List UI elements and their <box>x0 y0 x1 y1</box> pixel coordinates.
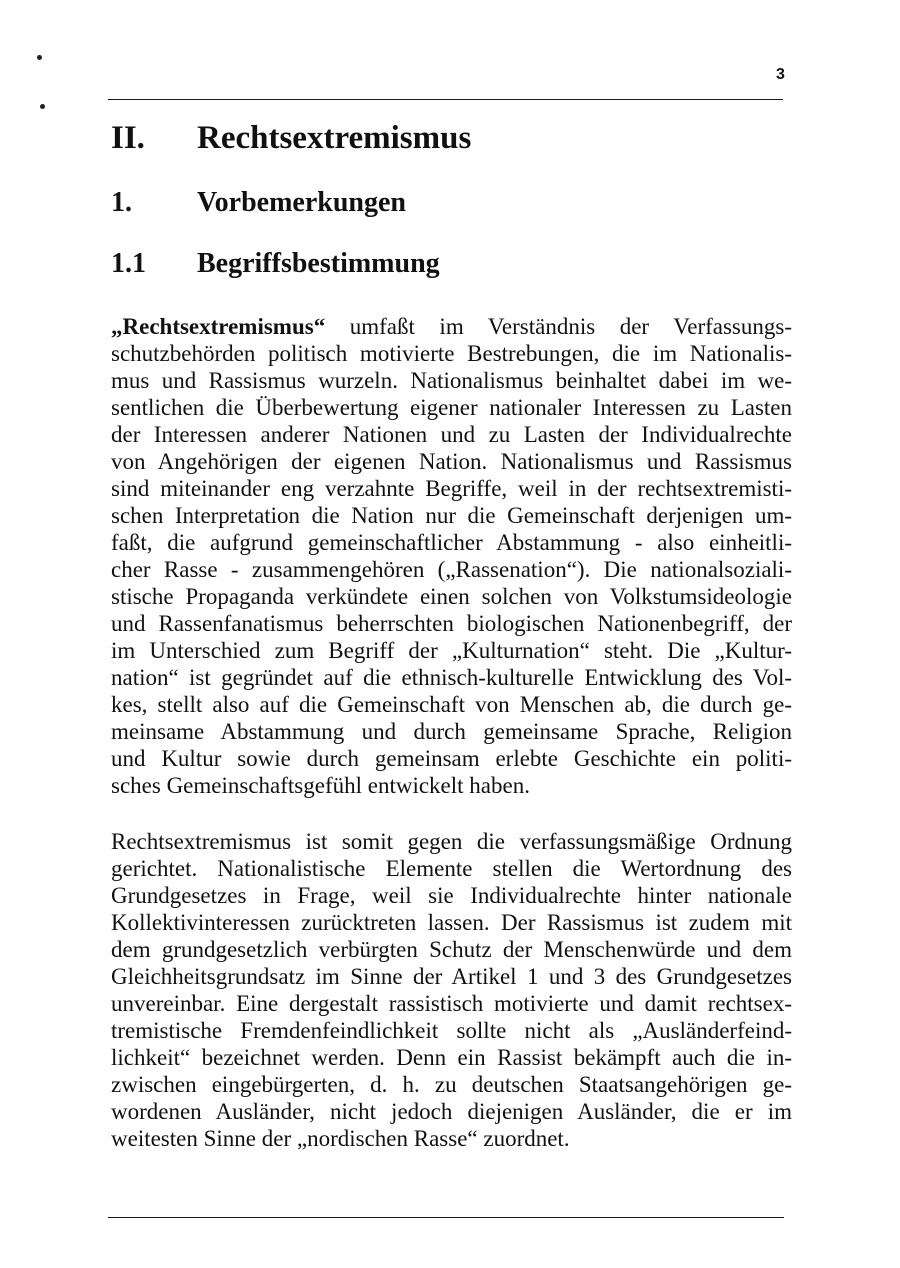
paragraph-line: sches Gemeinschaftsgefühl entwickelt haben. <box>111 773 530 798</box>
paragraph-line: und Kultur sowie durch gemeinsam erlebte Geschichte ein politi- <box>111 746 792 771</box>
paragraph-line: sentlichen die Überbewertung eigener nationaler Interessen zu Lasten <box>111 395 792 420</box>
chapter-title: Rechtsextremismus <box>197 120 472 156</box>
lead-term: „Rechtsextremismus“ <box>111 314 326 339</box>
paragraph-line: unvereinbar. Eine dergestalt rassistisch motivierte und damit rechtsex- <box>111 991 792 1016</box>
paragraph-line: im Unterschied zum Begriff der „Kulturnation“ steht. Die „Kultur- <box>111 638 792 663</box>
paragraph-line: und Rassenfanatismus beherrschten biologischen Nationenbegriff, der <box>111 611 792 636</box>
paragraph-line: lichkeit“ bezeichnet werden. Denn ein Rassist bekämpft auch die in- <box>111 1045 792 1070</box>
section-heading <box>111 186 406 220</box>
paragraph-line: cher Rasse - zusammengehören („Rassenation“). Die nationalsoziali- <box>111 557 792 582</box>
paragraph-line: Gleichheitsgrundsatz im Sinne der Artikel 1 und 3 des Grundgesetzes <box>111 964 792 989</box>
paragraph-line: tremistische Fremdenfeindlichkeit sollte nicht als „Ausländerfeind- <box>111 1018 792 1043</box>
paragraph-line: kes, stellt also auf die Gemeinschaft von Menschen ab, die durch ge- <box>111 692 792 717</box>
subsection-title: Begriffsbestimmung <box>197 248 440 279</box>
paragraph-line: gerichtet. Nationalistische Elemente stellen die Wertordnung des <box>111 856 792 881</box>
paragraph-line <box>111 313 792 340</box>
paragraph-line: faßt, die aufgrund gemeinschaftlicher Abstammung - also einheitli- <box>111 530 792 555</box>
paragraph-line: stische Propaganda verkündete einen solchen von Volkstumsideologie <box>111 584 792 609</box>
scan-speck-top <box>37 55 42 60</box>
paragraph-line: zwischen eingebürgerten, d. h. zu deutschen Staatsangehörigen ge- <box>111 1072 792 1097</box>
chapter-heading <box>111 118 472 158</box>
paragraph-consequence <box>111 828 792 1152</box>
header-rule <box>108 99 783 100</box>
paragraph-line: Grundgesetzes in Frage, weil sie Individualrechte hinter nationale <box>111 883 792 908</box>
footer-rule <box>108 1217 784 1218</box>
paragraph-line: sind miteinander eng verzahnte Begriffe, weil in der rechtsextremisti- <box>111 476 792 501</box>
paragraph-line: schutzbehörden politisch motivierte Bestrebungen, die im Nationalis- <box>111 341 792 366</box>
paragraph-line: meinsame Abstammung und durch gemeinsame Sprache, Religion <box>111 719 792 744</box>
paragraph-line: Rechtsextremismus ist somit gegen die verfassungsmäßige Ordnung <box>111 829 792 854</box>
paragraph-line: nation“ ist gegründet auf die ethnisch-kulturelle Entwicklung des Vol- <box>111 665 792 690</box>
paragraph-line: Kollektivinteressen zurücktreten lassen. Der Rassismus ist zudem mit <box>111 910 792 935</box>
section-title: Vorbemerkungen <box>197 187 406 218</box>
subsection-number: 1.1 <box>111 248 146 279</box>
paragraph-definition <box>111 313 792 799</box>
scan-speck-lower <box>40 104 45 109</box>
chapter-number: II. <box>111 120 145 156</box>
line-text: umfaßt im Verständnis der Verfassungs- <box>325 314 792 339</box>
section-number: 1. <box>111 187 132 218</box>
subsection-heading <box>111 247 440 281</box>
page-number: 3 <box>776 66 785 83</box>
paragraph-line: von Angehörigen der eigenen Nation. Nationalismus und Rassismus <box>111 449 792 474</box>
paragraph-line: weitesten Sinne der „nordischen Rasse“ zuordnet. <box>111 1126 570 1151</box>
paragraph-line: mus und Rassismus wurzeln. Nationalismus beinhaltet dabei im we- <box>111 368 792 393</box>
paragraph-line: der Interessen anderer Nationen und zu Lasten der Individualrechte <box>111 422 792 447</box>
paragraph-line: wordenen Ausländer, nicht jedoch diejenigen Ausländer, die er im <box>111 1099 792 1124</box>
paragraph-line: dem grundgesetzlich verbürgten Schutz der Menschenwürde und dem <box>111 937 792 962</box>
paragraph-line: schen Interpretation die Nation nur die Gemeinschaft derjenigen um- <box>111 503 792 528</box>
